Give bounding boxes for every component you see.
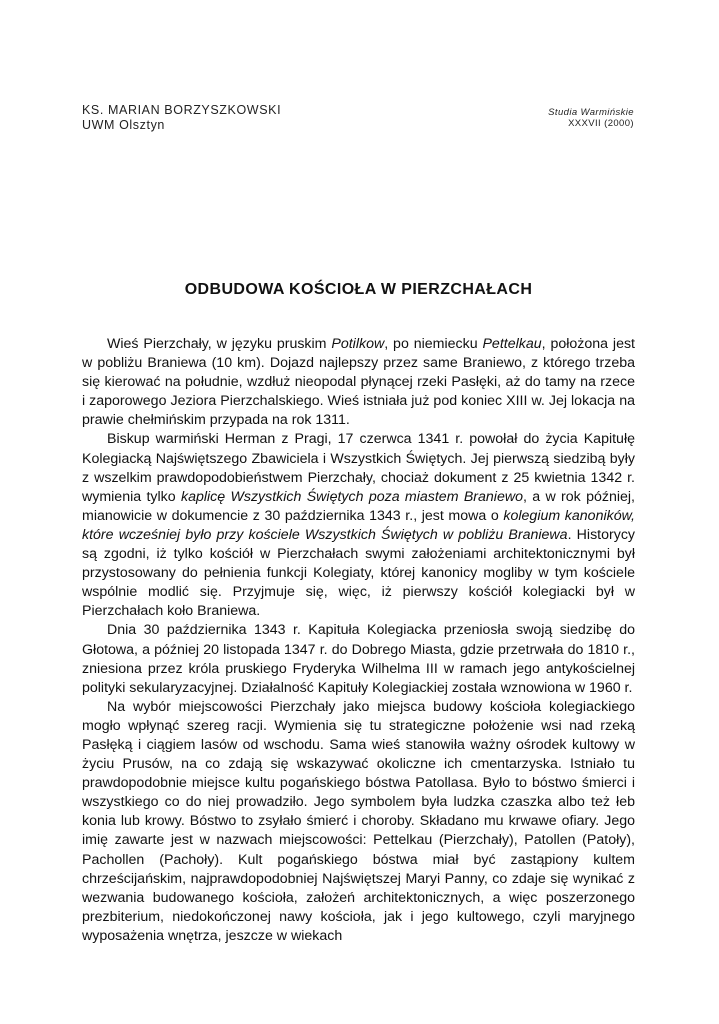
body-paragraph (82, 335, 635, 430)
italic-text: kaplicę Wszystkich Świętych poza miastem Braniewo (180, 488, 523, 505)
journal-name: Studia Warmińskie (548, 107, 634, 118)
body-paragraph (82, 698, 635, 946)
italic-text: Potilkow (331, 336, 385, 352)
article-body (82, 335, 635, 946)
running-header-journal (548, 107, 634, 129)
paragraph-text: Na wybór miejscowości Pierzchały jako miejsca budowy kościoła kolegiackiego mogło wpłynąć szereg racji. Wymienia się tu strategiczne położenie wsi nad rzeką Pasłęką i ciągiem lasów od wschodu. Sama wieś stanowiła ważny ośrodek kultowy w życiu Prusów, na co zdają się wskazywać okoliczne ich cmentarzyska. Istniało tu prawdopodobnie miejsce kultu pogańskiego bóstwa Patollasa. Było to bóstwo śmierci i wszystkiego co do niej prowadziło. Jego symbolem była ludzka czaszka albo też łeb konia lub krowy. Bóstwo to zsyłało śmierć i choroby. Składano mu krwawe ofiary. Jego imię zawarte jest w nazwach miejscowości: Pettelkau (Pierzchały), Patollen (Patoły), Pachollen (Pachoły). Kult pogańskiego bóstwa miał być zastąpiony kultem chrześcijańskim, najprawdopodobniej Najświętszej Maryi Panny, co zdaje się wynikać z wezwania budowanego kościoła, założeń architektonicznych, a więc poszerzonego prezbiterium, niedokończonej nawy kościoła, jak i jego kultowego, czyli maryjnego wyposażenia wnętrza, jeszcze w wiekach (82, 698, 635, 944)
paragraph-text: Biskup warmiński Herman z Pragi, 17 czerwca 1341 r. powołał do życia Kapitułę Kolegiacką Najświętszego Zbawiciela i Wszystkich Świętych. Jej pierwszą siedzibą były z wszelkim prawdopodobieństwem Pierzchały, chociaż dokument z 25 kwietnia 1342 r. wymienia tylko (82, 431, 635, 505)
body-paragraph (82, 621, 635, 697)
running-header-author (82, 103, 281, 133)
article-title: ODBUDOWA KOŚCIOŁA W PIERZCHAŁACH (184, 281, 533, 298)
paragraph-text: Dnia 30 października 1343 r. Kapituła Kolegiacka przeniosła swoją siedzibę do Głotowa, a później 20 listopada 1347 r. do Dobrego Miasta, gdzie przetrwała do 1810 r., zniesiona przez króla pruskiego Fryderyka Wilhelma III w ramach jego antykościelnej polityki sekularyzacyjnej. Działalność Kapituły Kolegiackiej została wznowiona w 1960 r. (82, 622, 635, 696)
author-affiliation: UWM Olsztyn (82, 118, 165, 132)
paragraph-text: , położona jest w pobliżu Braniewa (10 km). Dojazd najlepszy przez same Braniewo, z którego trzeba się kierować na południe, wzdłuż nieopodal płynącej rzeki Pasłęki, aż do tamy na rzece i zaporowego Jeziora Pierzchalskiego. Wieś istniała już pod koniec XIII w. Jej lokacja na prawie chełmińskim przypada na rok 1311. (82, 336, 635, 429)
paragraph-text: . Historycy są zgodni, iż tylko kościół w Pierzchałach swymi założeniami architektonicznymi był przystosowany do pełnienia funkcji Kolegiaty, której kanonicy mogliby w tym kościele wspólnie modlić się. Przyjmuje się, więc, iż pierwszy kościół kolegiacki był w Pierzchałach koło Braniewa. (82, 526, 636, 620)
body-paragraph (82, 430, 635, 621)
paragraph-text: , po niemiecku (384, 336, 483, 352)
paragraph-text: , a w rok później, mianowicie w dokumencie z 30 października 1343 r., jest mowa o (82, 488, 635, 524)
italic-text: kolegium kanoników, które wcześniej było przy kościele Wszystkich Świętych w pobliżu Braniewa (82, 507, 635, 543)
journal-volume: XXXVII (2000) (568, 118, 634, 129)
italic-text: Pettelkau (482, 336, 542, 352)
paragraph-text: Wieś Pierzchały, w języku pruskim (107, 336, 332, 352)
author-name: KS. MARIAN BORZYSZKOWSKI (82, 103, 282, 117)
